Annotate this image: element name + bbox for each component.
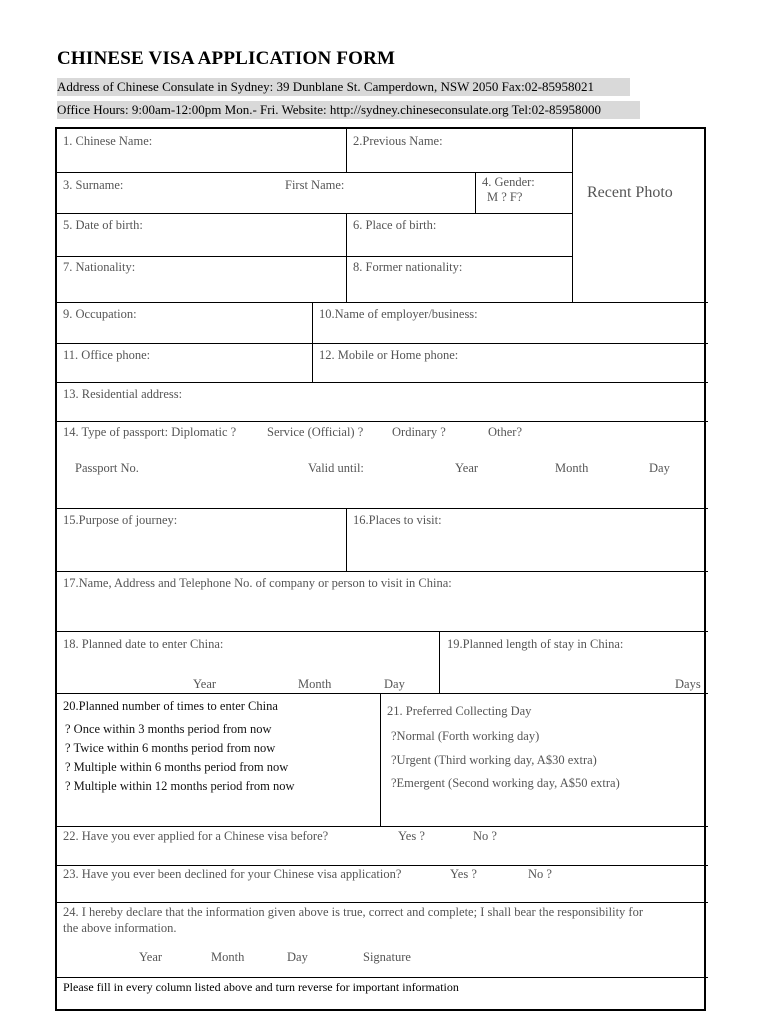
- row-divider: [57, 421, 708, 422]
- declaration-text: the above information.: [63, 921, 177, 935]
- places-to-visit-label: 16.Places to visit:: [353, 513, 442, 527]
- declined-before-question: 23. Have you ever been declined for your Chinese visa application?: [63, 867, 402, 881]
- row-divider: [57, 508, 708, 509]
- column-divider: [439, 631, 440, 694]
- office-hours: Office Hours: 9:00am-12:00pm Mon.- Fri. Website: http://sydney.chineseconsulate.org Tel:02-85958000: [57, 101, 640, 119]
- valid-until-label: Valid until:: [308, 461, 364, 475]
- valid-until-day: Day: [649, 461, 670, 475]
- recent-photo-box[interactable]: Recent Photo: [587, 184, 673, 201]
- footer-instruction: Please fill in every column listed above and turn reverse for important information: [63, 980, 459, 994]
- planned-stay-label: 19.Planned length of stay in China:: [447, 637, 624, 651]
- office-phone-label: 11. Office phone:: [63, 348, 151, 362]
- purpose-of-journey-label: 15.Purpose of journey:: [63, 513, 178, 527]
- declined-before-no[interactable]: No ?: [528, 867, 552, 881]
- row-divider: [57, 977, 708, 978]
- row-divider: [57, 172, 573, 173]
- row-divider: [57, 302, 708, 303]
- gender-label: 4. Gender:: [482, 175, 535, 189]
- declaration-text: 24. I hereby declare that the information given above is true, correct and complete; I shall bear the responsibility for: [63, 905, 643, 919]
- collecting-option[interactable]: ?Normal (Forth working day): [391, 729, 540, 743]
- previous-name-label: 2.Previous Name:: [353, 134, 443, 148]
- applied-before-yes[interactable]: Yes ?: [398, 829, 425, 843]
- passport-type-ordinary[interactable]: Ordinary ?: [392, 425, 446, 439]
- gender-options[interactable]: M ? F?: [487, 190, 523, 204]
- entries-option[interactable]: ? Multiple within 12 months period from now: [65, 779, 295, 793]
- entry-month: Month: [298, 677, 332, 691]
- collecting-day-label: 21. Preferred Collecting Day: [387, 704, 532, 718]
- row-divider: [57, 865, 708, 866]
- occupation-label: 9. Occupation:: [63, 307, 137, 321]
- employer-label: 10.Name of employer/business:: [319, 307, 478, 321]
- column-divider: [346, 213, 347, 303]
- applied-before-question: 22. Have you ever applied for a Chinese visa before?: [63, 829, 329, 843]
- first-name-label: First Name:: [285, 178, 345, 192]
- chinese-name-label: 1. Chinese Name:: [63, 134, 153, 148]
- surname-label: 3. Surname:: [63, 178, 124, 192]
- row-divider: [440, 693, 708, 694]
- place-of-birth-label: 6. Place of birth:: [353, 218, 437, 232]
- valid-until-year: Year: [455, 461, 479, 475]
- column-divider: [380, 693, 381, 827]
- applied-before-no[interactable]: No ?: [473, 829, 497, 843]
- entries-count-label: 20.Planned number of times to enter China: [63, 699, 278, 713]
- passport-type-diplomatic[interactable]: 14. Type of passport: Diplomatic ?: [63, 425, 237, 439]
- passport-type-service[interactable]: Service (Official) ?: [267, 425, 364, 439]
- valid-until-month: Month: [555, 461, 589, 475]
- mobile-phone-label: 12. Mobile or Home phone:: [319, 348, 459, 362]
- contact-in-china-label: 17.Name, Address and Telephone No. of company or person to visit in China:: [63, 576, 452, 590]
- row-divider: [57, 571, 708, 572]
- row-divider: [57, 826, 708, 827]
- collecting-option[interactable]: ?Urgent (Third working day, A$30 extra): [391, 753, 597, 767]
- stay-days: Days: [675, 677, 701, 691]
- date-of-birth-label: 5. Date of birth:: [63, 218, 143, 232]
- former-nationality-label: 8. Former nationality:: [353, 260, 463, 274]
- declaration-month: Month: [211, 950, 245, 964]
- column-divider: [312, 302, 313, 383]
- form-title: CHINESE VISA APPLICATION FORM: [57, 48, 396, 69]
- row-divider: [57, 256, 573, 257]
- declined-before-yes[interactable]: Yes ?: [450, 867, 477, 881]
- entry-year: Year: [193, 677, 217, 691]
- residential-address-label: 13. Residential address:: [63, 387, 183, 401]
- row-divider: [57, 343, 708, 344]
- visa-form-table: [55, 127, 706, 1011]
- declaration-year: Year: [139, 950, 163, 964]
- nationality-label: 7. Nationality:: [63, 260, 136, 274]
- row-divider: [57, 902, 708, 903]
- column-divider: [475, 172, 476, 214]
- declaration-day: Day: [287, 950, 308, 964]
- entries-option[interactable]: ? Multiple within 6 months period from now: [65, 760, 289, 774]
- entries-option[interactable]: ? Twice within 6 months period from now: [65, 741, 276, 755]
- signature-label: Signature: [363, 950, 411, 964]
- collecting-option[interactable]: ?Emergent (Second working day, A$50 extra): [391, 776, 620, 790]
- row-divider: [57, 693, 439, 694]
- consulate-address: Address of Chinese Consulate in Sydney: 39 Dunblane St. Camperdown, NSW 2050 Fax:02-85958021: [57, 78, 630, 96]
- column-divider: [346, 129, 347, 173]
- passport-type-other[interactable]: Other?: [488, 425, 523, 439]
- passport-no-label: Passport No.: [75, 461, 139, 475]
- entry-day: Day: [384, 677, 405, 691]
- row-divider: [57, 382, 708, 383]
- column-divider: [346, 508, 347, 572]
- row-divider: [57, 631, 708, 632]
- entries-option[interactable]: ? Once within 3 months period from now: [65, 722, 272, 736]
- planned-entry-date-label: 18. Planned date to enter China:: [63, 637, 224, 651]
- column-divider: [572, 129, 573, 303]
- row-divider: [57, 213, 573, 214]
